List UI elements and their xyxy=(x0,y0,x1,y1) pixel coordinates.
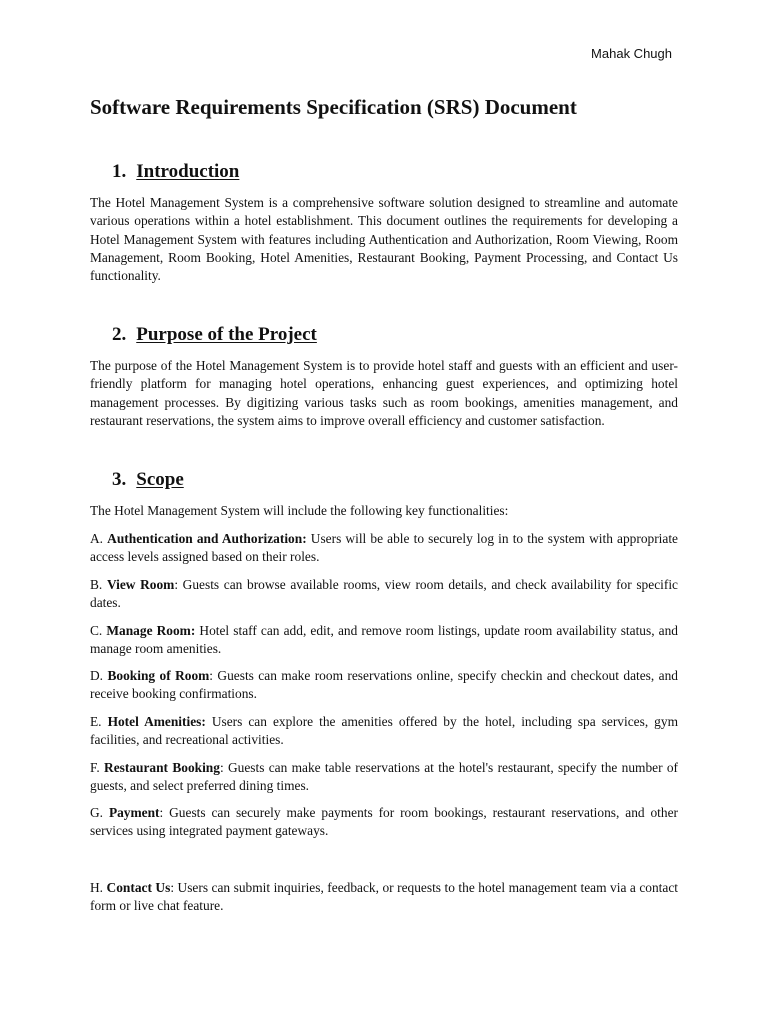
author-name: Mahak Chugh xyxy=(591,46,672,61)
section-heading-scope xyxy=(112,469,184,491)
section-number: 2. xyxy=(112,324,127,345)
scope-item-payment: G. Payment: Guests can securely make payments for room bookings, restaurant reservations, and other services using integrated payment gateways. xyxy=(90,805,678,839)
scope-item-contact-us: H. Contact Us: Users can submit inquiries, feedback, or requests to the hotel management team via a contact form or live chat feature. xyxy=(90,880,678,914)
scope-item-authentication: A. Authentication and Authorization: Users will be able to securely log in to the system with appropriate access levels assigned based on their roles. xyxy=(90,531,678,565)
scope-item-hotel-amenities: E. Hotel Amenities: Users can explore the amenities offered by the hotel, including spa services, gym facilities, and recreational activities. xyxy=(90,714,678,748)
scope-item-restaurant-booking: F. Restaurant Booking: Guests can make table reservations at the hotel's restaurant, specify the number of guests, and select preferred dining times. xyxy=(90,760,678,794)
section-title: Introduction xyxy=(136,161,240,182)
scope-intro-paragraph: The Hotel Management System will include the following key functionalities: xyxy=(90,503,509,518)
section-number: 3. xyxy=(112,469,127,490)
scope-item-booking-of-room: D. Booking of Room: Guests can make room reservations online, specify checkin and checkout dates, and receive booking confirmations. xyxy=(90,668,678,702)
scope-item-manage-room: C. Manage Room: Hotel staff can add, edit, and remove room listings, update room availability status, and manage room amenities. xyxy=(90,623,678,657)
section-title: Scope xyxy=(136,469,184,490)
section-number: 1. xyxy=(112,161,127,182)
document-title: Software Requirements Specification (SRS) Document xyxy=(90,95,577,119)
section-title: Purpose of the Project xyxy=(136,324,317,345)
purpose-paragraph: The purpose of the Hotel Management System is to provide hotel staff and guests with an efficient and user-friendly platform for managing hotel operations, enhancing guest experiences, and optimizing hotel management processes. By digitizing various tasks such as room bookings, amenities management, and restaurant reservations, the system aims to improve overall efficiency and customer satisfaction. xyxy=(90,358,678,428)
introduction-paragraph: The Hotel Management System is a comprehensive software solution designed to streamline and automate various operations within a hotel establishment. This document outlines the requirements for developing a Hotel Management System with features including Authentication and Authorization, Room Viewing, Room Management, Room Booking, Hotel Amenities, Restaurant Booking, Payment Processing, and Contact Us functionality. xyxy=(90,195,678,284)
section-heading-introduction xyxy=(112,161,239,183)
scope-item-view-room: B. View Room: Guests can browse available rooms, view room details, and check availability for specific dates. xyxy=(90,577,678,611)
section-heading-purpose xyxy=(112,324,317,346)
